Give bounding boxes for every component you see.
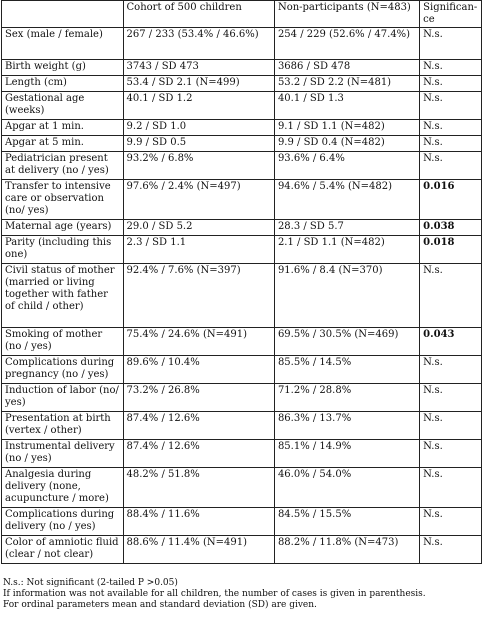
table-footnotes	[3, 578, 426, 611]
cohort-value: 40.1 / SD 1.2	[123, 92, 274, 120]
significance-value: N.s.	[420, 508, 482, 536]
row-label: Sex (male / female)	[2, 28, 124, 60]
table-row	[2, 28, 482, 60]
nonparticipant-value: 40.1 / SD 1.3	[274, 92, 419, 120]
cohort-value: 92.4% / 7.6% (N=397)	[123, 264, 274, 328]
significance-value: 0.018	[420, 236, 482, 264]
row-label: Complications during pregnancy (no / yes)	[2, 356, 124, 384]
row-label: Analgesia during delivery (none, acupuncture / more)	[2, 468, 124, 508]
nonparticipant-value: 91.6% / 8.4 (N=370)	[274, 264, 419, 328]
footnote-missing-cases: If information was not available for all children, the number of cases is given in parenthesis.	[3, 589, 426, 599]
row-label: Induction of labor (no/ yes)	[2, 384, 124, 412]
nonparticipant-value: 69.5% / 30.5% (N=469)	[274, 328, 419, 356]
row-label: Color of amniotic fluid (clear / not clear)	[2, 536, 124, 564]
table-row	[2, 440, 482, 468]
cohort-value: 9.2 / SD 1.0	[123, 120, 274, 136]
table-row	[2, 328, 482, 356]
significance-value: N.s.	[420, 264, 482, 328]
table-row	[2, 536, 482, 564]
nonparticipant-value: 9.1 / SD 1.1 (N=482)	[274, 120, 419, 136]
significance-value: 0.038	[420, 220, 482, 236]
significance-value: N.s.	[420, 76, 482, 92]
cohort-value: 73.2% / 26.8%	[123, 384, 274, 412]
nonparticipant-value: 46.0% / 54.0%	[274, 468, 419, 508]
cohort-value: 89.6% / 10.4%	[123, 356, 274, 384]
row-label: Instrumental delivery (no / yes)	[2, 440, 124, 468]
table-row	[2, 412, 482, 440]
table-row	[2, 384, 482, 412]
nonparticipant-value: 71.2% / 28.8%	[274, 384, 419, 412]
nonparticipant-value: 254 / 229 (52.6% / 47.4%)	[274, 28, 419, 60]
row-label: Complications during delivery (no / yes)	[2, 508, 124, 536]
table-row	[2, 152, 482, 180]
significance-value: N.s.	[420, 136, 482, 152]
nonparticipant-value: 3686 / SD 478	[274, 60, 419, 76]
nonparticipant-value: 94.6% / 5.4% (N=482)	[274, 180, 419, 220]
cohort-value: 9.9 / SD 0.5	[123, 136, 274, 152]
cohort-value: 87.4% / 12.6%	[123, 440, 274, 468]
cohort-value: 3743 / SD 473	[123, 60, 274, 76]
table-row	[2, 136, 482, 152]
row-label: Maternal age (years)	[2, 220, 124, 236]
table-row	[2, 220, 482, 236]
table-row	[2, 76, 482, 92]
cohort-value: 75.4% / 24.6% (N=491)	[123, 328, 274, 356]
significance-value: N.s.	[420, 412, 482, 440]
header-cell-significance: Significan-ce	[420, 1, 482, 28]
significance-value: N.s.	[420, 28, 482, 60]
significance-value: N.s.	[420, 536, 482, 564]
cohort-value: 267 / 233 (53.4% / 46.6%)	[123, 28, 274, 60]
nonparticipant-value: 2.1 / SD 1.1 (N=482)	[274, 236, 419, 264]
row-label: Transfer to intensive care or observation (no/ yes)	[2, 180, 124, 220]
table-row	[2, 120, 482, 136]
row-label: Smoking of mother (no / yes)	[2, 328, 124, 356]
table-row	[2, 92, 482, 120]
significance-value: N.s.	[420, 120, 482, 136]
nonparticipant-value: 93.6% / 6.4%	[274, 152, 419, 180]
header-cell-cohort: Cohort of 500 children	[123, 1, 274, 28]
significance-value: 0.043	[420, 328, 482, 356]
cohort-value: 29.0 / SD 5.2	[123, 220, 274, 236]
table-row	[2, 264, 482, 328]
significance-value: 0.016	[420, 180, 482, 220]
nonparticipant-value: 88.2% / 11.8% (N=473)	[274, 536, 419, 564]
cohort-value: 48.2% / 51.8%	[123, 468, 274, 508]
header-cell-label	[2, 1, 124, 28]
nonparticipant-value: 53.2 / SD 2.2 (N=481)	[274, 76, 419, 92]
header-cell-nonparticipants: Non-participants (N=483)	[274, 1, 419, 28]
nonparticipant-value: 85.1% / 14.9%	[274, 440, 419, 468]
nonparticipant-value: 28.3 / SD 5.7	[274, 220, 419, 236]
cohort-value: 2.3 / SD 1.1	[123, 236, 274, 264]
cohort-value: 97.6% / 2.4% (N=497)	[123, 180, 274, 220]
nonparticipant-value: 85.5% / 14.5%	[274, 356, 419, 384]
row-label: Gestational age (weeks)	[2, 92, 124, 120]
row-label: Apgar at 5 min.	[2, 136, 124, 152]
cohort-value: 53.4 / SD 2.1 (N=499)	[123, 76, 274, 92]
row-label: Presentation at birth (vertex / other)	[2, 412, 124, 440]
nonparticipant-value: 86.3% / 13.7%	[274, 412, 419, 440]
row-label: Civil status of mother (married or living together with father of child / other)	[2, 264, 124, 328]
table-row	[2, 180, 482, 220]
footnote-sd: For ordinal parameters mean and standard deviation (SD) are given.	[3, 600, 317, 610]
row-label: Apgar at 1 min.	[2, 120, 124, 136]
cohort-value: 88.4% / 11.6%	[123, 508, 274, 536]
row-label: Pediatrician present at delivery (no / yes)	[2, 152, 124, 180]
significance-value: N.s.	[420, 356, 482, 384]
comparison-table	[1, 0, 482, 564]
row-label: Length (cm)	[2, 76, 124, 92]
significance-value: N.s.	[420, 152, 482, 180]
significance-value: N.s.	[420, 440, 482, 468]
cohort-value: 93.2% / 6.8%	[123, 152, 274, 180]
table-row	[2, 236, 482, 264]
nonparticipant-value: 84.5% / 15.5%	[274, 508, 419, 536]
significance-value: N.s.	[420, 384, 482, 412]
significance-value: N.s.	[420, 92, 482, 120]
cohort-value: 87.4% / 12.6%	[123, 412, 274, 440]
significance-value: N.s.	[420, 60, 482, 76]
table-row	[2, 356, 482, 384]
row-label: Parity (including this one)	[2, 236, 124, 264]
row-label: Birth weight (g)	[2, 60, 124, 76]
cohort-value: 88.6% / 11.4% (N=491)	[123, 536, 274, 564]
footnote-ns: N.s.: Not significant (2-tailed P >0.05)	[3, 578, 178, 588]
table-row	[2, 60, 482, 76]
table-row	[2, 508, 482, 536]
table-row	[2, 468, 482, 508]
nonparticipant-value: 9.9 / SD 0.4 (N=482)	[274, 136, 419, 152]
significance-value: N.s.	[420, 468, 482, 508]
header-row	[2, 1, 482, 28]
